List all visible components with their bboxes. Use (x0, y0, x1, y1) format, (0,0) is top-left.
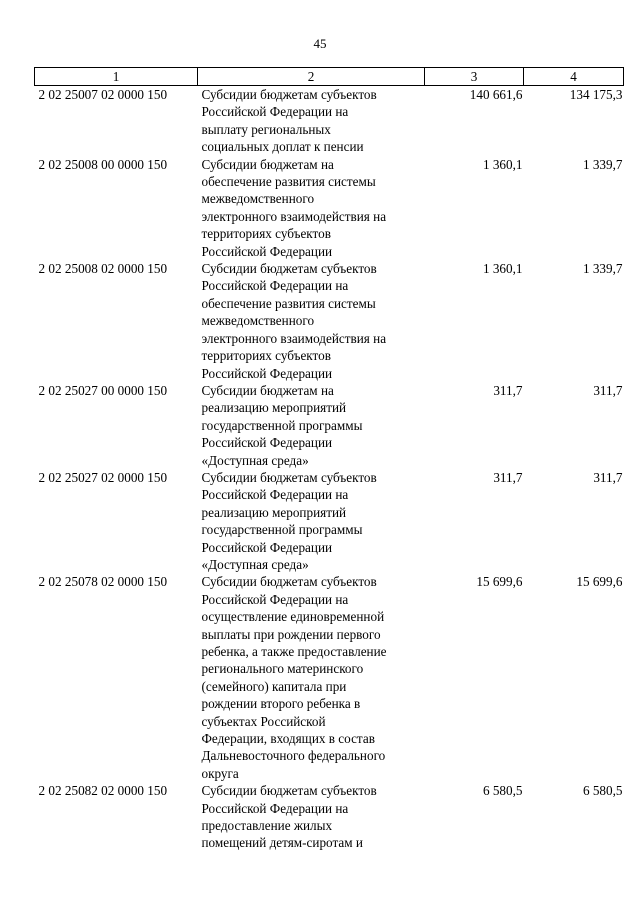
description-line: социальных доплат к пенсии (201, 139, 364, 155)
table-row (35, 382, 624, 469)
table-header (35, 68, 624, 86)
row-code: 2 02 25027 02 0000 150 (38, 469, 168, 485)
description-line: Федерации, входящих в состав (201, 731, 375, 747)
table-body (35, 86, 624, 852)
description-line: электронного взаимодействия на (201, 208, 387, 224)
description-line: межведомственного (201, 313, 315, 329)
row-code: 2 02 25008 02 0000 150 (38, 261, 168, 277)
page-number: 45 (313, 36, 327, 51)
description-line: выплату региональных (201, 121, 331, 137)
row-description (198, 86, 425, 156)
description-line: Российской Федерации (201, 539, 333, 555)
table-row (35, 86, 624, 156)
row-value-col3: 15 699,6 (476, 574, 523, 590)
row-value-col4: 6 580,5 (582, 783, 623, 799)
table-row (35, 782, 624, 852)
row-value-col4: 134 175,3 (569, 87, 623, 102)
row-description (198, 382, 425, 469)
row-value-col4: 1 339,7 (582, 261, 623, 277)
description-line: обеспечение развития системы (201, 295, 376, 311)
row-code: 2 02 25027 00 0000 150 (38, 382, 168, 398)
description-line: реализацию мероприятий (201, 504, 347, 520)
description-line: реализацию мероприятий (201, 400, 347, 416)
description-line: Российской Федерации на (201, 591, 349, 607)
description-line: межведомственного (201, 191, 315, 207)
row-description (198, 156, 425, 260)
description-line: «Доступная среда» (201, 452, 309, 468)
row-description (198, 573, 425, 782)
description-line: округа (201, 765, 239, 781)
description-line: выплаты при рождении первого (201, 626, 381, 642)
description-line: регионального материнского (201, 661, 364, 677)
row-description (198, 469, 425, 573)
description-line: рождении второго ребенка в (201, 696, 361, 712)
row-value-col3: 6 580,5 (482, 783, 523, 799)
row-value-col3: 311,7 (493, 469, 523, 485)
row-description (198, 260, 425, 382)
description-line: Российской Федерации на (201, 278, 349, 294)
row-value-col4: 1 339,7 (582, 156, 623, 172)
header-col-2: 2 (198, 68, 425, 86)
description-line: Российской Федерации (201, 243, 333, 259)
description-line: Субсидии бюджетам субъектов (201, 574, 377, 590)
header-col-4: 4 (524, 68, 624, 86)
description-line: Российской Федерации (201, 365, 333, 381)
description-line: предоставление жилых (201, 818, 333, 834)
description-line: Российской Федерации (201, 435, 333, 451)
description-line: Российской Федерации на (201, 487, 349, 503)
description-line: Субсидии бюджетам субъектов (201, 261, 377, 277)
table-row (35, 156, 624, 260)
description-line: субъектах Российской (201, 713, 326, 729)
row-value-col3: 1 360,1 (482, 156, 523, 172)
description-line: Российской Федерации на (201, 104, 349, 120)
row-code: 2 02 25008 00 0000 150 (38, 156, 168, 172)
description-line: Субсидии бюджетам на (201, 382, 334, 398)
description-line: помещений детям-сиротам и (201, 835, 363, 851)
row-value-col4: 15 699,6 (576, 574, 623, 590)
description-line: (семейного) капитала при (201, 678, 347, 694)
description-line: государственной программы (201, 417, 363, 433)
table-row (35, 469, 624, 573)
description-line: «Доступная среда» (201, 556, 309, 572)
row-description (198, 782, 425, 852)
description-line: государственной программы (201, 522, 363, 538)
description-line: Субсидии бюджетам субъектов (201, 87, 377, 102)
row-value-col4: 311,7 (593, 382, 623, 398)
row-code: 2 02 25082 02 0000 150 (38, 783, 168, 799)
row-value-col3: 311,7 (493, 382, 523, 398)
description-line: осуществление единовременной (201, 609, 385, 625)
description-line: Дальневосточного федерального (201, 748, 386, 764)
description-line: электронного взаимодействия на (201, 330, 387, 346)
row-code: 2 02 25007 02 0000 150 (38, 87, 168, 102)
description-line: Российской Федерации на (201, 800, 349, 816)
row-value-col3: 140 661,6 (469, 87, 523, 102)
row-value-col4: 311,7 (593, 469, 623, 485)
header-col-1: 1 (35, 68, 198, 86)
description-line: обеспечение развития системы (201, 174, 376, 190)
description-line: территориях субъектов (201, 226, 331, 242)
table-row (35, 573, 624, 782)
budget-table (34, 67, 624, 852)
row-code: 2 02 25078 02 0000 150 (38, 574, 168, 590)
description-line: Субсидии бюджетам субъектов (201, 783, 377, 799)
header-row (35, 68, 624, 86)
header-col-3: 3 (425, 68, 524, 86)
table-row (35, 260, 624, 382)
row-value-col3: 1 360,1 (482, 261, 523, 277)
description-line: Субсидии бюджетам субъектов (201, 469, 377, 485)
description-line: Субсидии бюджетам на (201, 156, 334, 172)
description-line: ребенка, а также предоставление (201, 644, 387, 659)
description-line: территориях субъектов (201, 348, 331, 364)
